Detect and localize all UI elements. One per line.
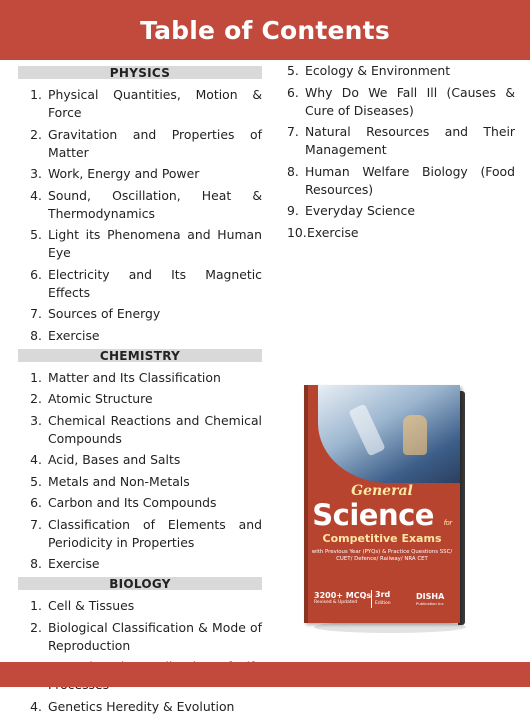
chemistry-list bbox=[18, 369, 262, 574]
list-item: 6. Why Do We Fall Ill (Causes & Cure of Diseases) bbox=[287, 84, 515, 118]
book-edition: 3rd Edition bbox=[371, 590, 391, 608]
book-title-science: Science for bbox=[312, 498, 452, 532]
list-item: 6. Electricity and Its Magnetic Effects bbox=[30, 266, 262, 300]
list-item: 10. Exercise bbox=[287, 224, 359, 240]
contents-left-column bbox=[18, 66, 262, 716]
biology-list bbox=[18, 597, 262, 716]
list-item: 3. Chemical Reactions and Chemical Compounds bbox=[30, 412, 262, 446]
book-cover-image bbox=[304, 385, 461, 629]
list-item: 5. Light its Phenomena and Human Eye bbox=[30, 227, 262, 260]
list-item: 4. Sound, Oscillation, Heat & Thermodynamics bbox=[30, 187, 262, 221]
flask-shape bbox=[403, 415, 427, 455]
contents-right-column bbox=[287, 62, 515, 242]
list-item: 1. Matter and Its Classification bbox=[30, 369, 221, 385]
book-revised: Revised & Updated bbox=[314, 600, 358, 605]
footer-bar bbox=[0, 662, 530, 687]
book-front-cover bbox=[304, 385, 460, 623]
list-item: 4. Acid, Bases and Salts bbox=[30, 452, 181, 467]
section-heading-chemistry: CHEMISTRY bbox=[18, 349, 262, 362]
test-tube-shape bbox=[348, 404, 385, 457]
page-title: Table of Contents bbox=[0, 0, 530, 60]
list-item: 3. Work, Energy and Power bbox=[30, 166, 200, 181]
list-item: 7. Sources of Energy bbox=[30, 306, 161, 321]
list-item: 2. Gravitation and Properties of Matter bbox=[30, 126, 262, 160]
physics-list bbox=[18, 86, 262, 345]
book-title-general: General bbox=[351, 483, 413, 499]
list-item: 7. Natural Resources and Their Management bbox=[287, 124, 515, 157]
lab-photo bbox=[318, 385, 460, 483]
list-item: 8. Exercise bbox=[30, 327, 100, 343]
list-item: 1. Cell & Tissues bbox=[30, 598, 135, 613]
list-item: 5. Metals and Non-Metals bbox=[30, 473, 190, 489]
list-item: 4. Genetics Heredity & Evolution bbox=[30, 698, 235, 714]
list-item: 2. Biological Classification & Mode of Reproduction bbox=[30, 619, 262, 653]
publisher-logo: DISHA Publication Inc bbox=[416, 592, 445, 606]
book-title-competitive: Competitive Exams bbox=[322, 532, 442, 545]
biology-list-continued bbox=[287, 62, 515, 242]
list-item: 6. Carbon and Its Compounds bbox=[30, 495, 217, 510]
list-item: 8. Human Welfare Biology (Food Resources) bbox=[287, 163, 515, 197]
book-mcq-count: 3200+ MCQs bbox=[314, 591, 372, 600]
section-heading-biology: BIOLOGY bbox=[18, 577, 262, 590]
list-item: 2. Atomic Structure bbox=[30, 391, 153, 406]
list-item: 9. Everyday Science bbox=[287, 203, 415, 218]
list-item: 7. Classification of Elements and Periodicity in Properties bbox=[30, 516, 262, 550]
list-item: 1. Physical Quantities, Motion & Force bbox=[30, 87, 262, 120]
book-subtitle: with Previous Year (PYQs) & Practice Questions SSC/ CUET/ Defence/ Railway/ NRA CET bbox=[311, 549, 453, 562]
list-item: 5. Ecology & Environment bbox=[287, 63, 451, 78]
section-heading-physics: PHYSICS bbox=[18, 66, 262, 79]
list-item: 8. Exercise bbox=[30, 556, 100, 571]
